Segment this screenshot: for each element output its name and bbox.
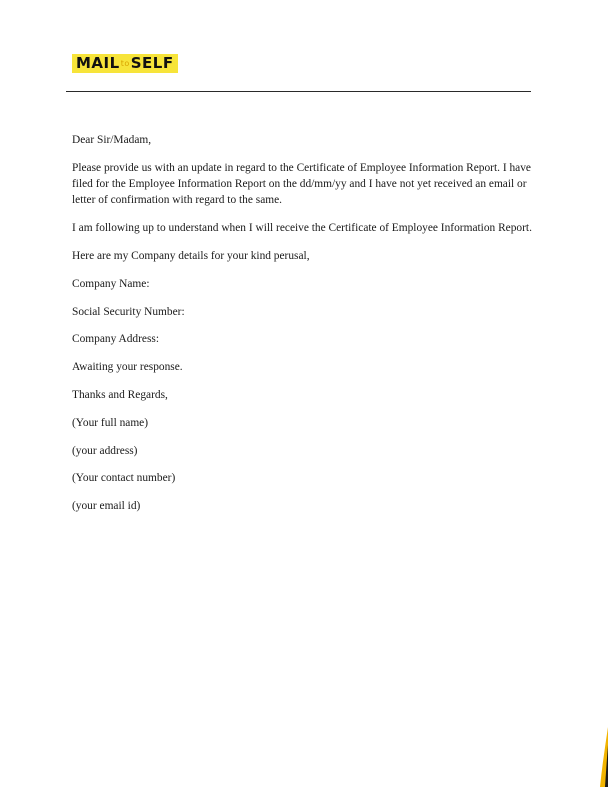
contact-placeholder: (Your contact number) xyxy=(72,472,176,485)
header-divider xyxy=(66,91,531,92)
ssn-line: Social Security Number: xyxy=(72,305,185,318)
paragraph-follow-up: I am following up to understand when I will receive the Certificate of Employee Information Report. xyxy=(72,222,532,235)
logo-text-to: to xyxy=(120,59,130,68)
paragraph-details-intro: Here are my Company details for your kind perusal, xyxy=(72,249,310,262)
company-name-line: Company Name: xyxy=(72,277,150,290)
mailtoself-logo xyxy=(72,54,178,73)
company-address-line: Company Address: xyxy=(72,333,160,346)
full-name-placeholder: (Your full name) xyxy=(72,416,149,429)
salutation: Dear Sir/Madam, xyxy=(72,134,152,146)
corner-accent xyxy=(594,727,608,787)
awaiting-line: Awaiting your response. xyxy=(72,361,183,374)
logo-text-mail: MAIL xyxy=(76,54,120,72)
email-placeholder: (your email id) xyxy=(72,500,141,513)
paragraph-request: Please provide us with an update in regard to the Certificate of Employee Information Report. I have filed for the Employee Information Report on the dd/mm/yy and I have not yet received an email or letter of confirmation with regard to the same. xyxy=(72,161,531,207)
address-placeholder: (your address) xyxy=(72,444,138,457)
closing-line: Thanks and Regards, xyxy=(72,388,168,401)
letter-body xyxy=(72,132,534,526)
logo-text-self: SELF xyxy=(130,54,174,72)
